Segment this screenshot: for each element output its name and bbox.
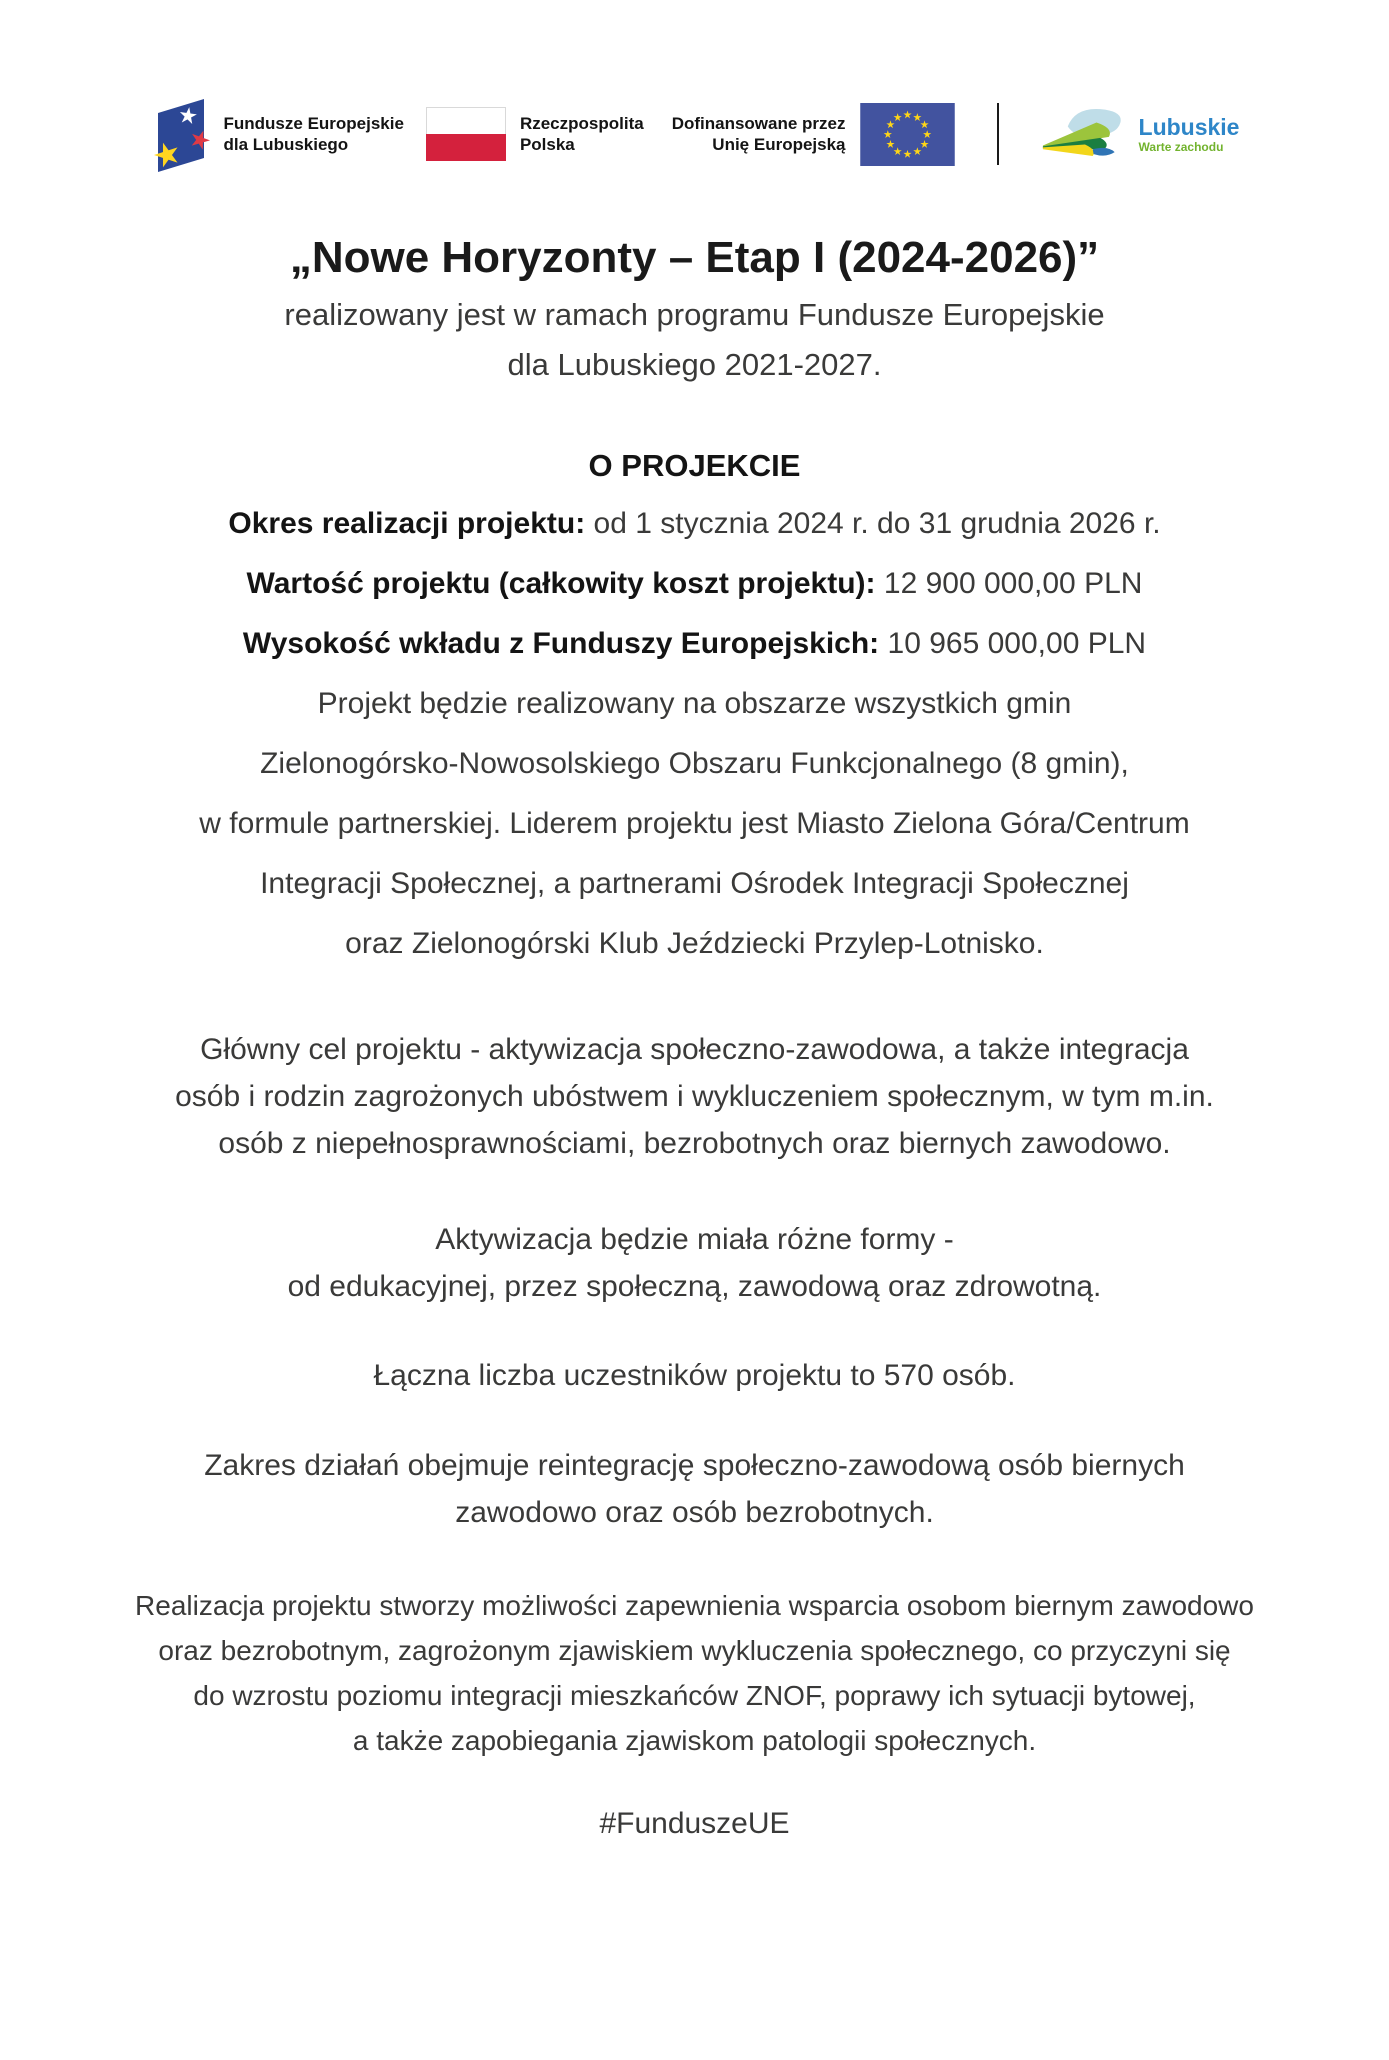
intro-line: Integracji Społecznej, a partnerami Ośrodek Integracji Społecznej — [260, 867, 1129, 900]
fact-eu-contribution-label: Wysokość wkładu z Funduszy Europejskich: — [242, 627, 880, 660]
eu-funding-label-line1: Dofinansowane przez — [671, 114, 846, 133]
fact-total-value-value: 12 900 000,00 PLN — [883, 567, 1143, 600]
outcome-line: a także zapobiegania zjawiskom patologii społecznych. — [352, 1725, 1037, 1756]
participants-line: Łączna liczba uczestników projektu to 570 osób. — [373, 1359, 1016, 1392]
paragraph-intro — [0, 674, 1389, 974]
goal-line: Główny cel projektu - aktywizacja społeczno-zawodowa, a także integracja — [200, 1033, 1189, 1066]
page — [0, 96, 1389, 1841]
fact-period — [0, 494, 1389, 554]
hashtag-fundusze-ue: #FunduszeUE — [599, 1807, 790, 1840]
subtitle — [0, 290, 1389, 390]
eu-funding-label-line2: Unię Europejską — [712, 135, 846, 154]
page-title: „Nowe Horyzonty – Etap I (2024-2026)” — [289, 233, 1100, 282]
goal-line: osób z niepełnosprawnościami, bezrobotnych oraz biernych zawodowo. — [218, 1127, 1171, 1160]
fundusze-europejskie-flag-icon — [150, 96, 212, 172]
eu-funding-label — [672, 113, 846, 155]
fact-period-label: Okres realizacji projektu: — [228, 507, 586, 540]
poland-flag-icon — [426, 107, 506, 161]
logo-lubuskie — [1041, 103, 1240, 165]
paragraph-participants — [0, 1352, 1389, 1399]
eu-flag-icon — [860, 103, 955, 166]
lubuskie-tagline: Warte zachodu — [1138, 139, 1224, 154]
paragraph-goal — [0, 1026, 1389, 1167]
subtitle-line-1: realizowany jest w ramach programu Fundusze Europejskie — [284, 297, 1105, 332]
fact-period-value: od 1 stycznia 2024 r. do 31 grudnia 2026 r. — [593, 507, 1161, 540]
paragraph-outcome — [0, 1583, 1389, 1763]
lubuskie-name: Lubuskie — [1138, 113, 1240, 140]
logo-poland — [426, 107, 644, 161]
intro-line: Zielonogórsko-Nowosolskiego Obszaru Funkcjonalnego (8 gmin), — [260, 747, 1129, 780]
outcome-line: Realizacja projektu stworzy możliwości zapewnienia wsparcia osobom biernym zawodowo — [135, 1590, 1254, 1621]
intro-line: w formule partnerskiej. Liderem projektu jest Miasto Zielona Góra/Centrum — [199, 807, 1190, 840]
fact-total-value — [0, 554, 1389, 614]
fundusze-europejskie-label — [224, 113, 404, 155]
fundusze-label-line2: dla Lubuskiego — [223, 135, 349, 154]
poland-label — [520, 113, 644, 155]
forms-line: Aktywizacja będzie miała różne formy - — [435, 1223, 954, 1256]
outcome-line: oraz bezrobotnym, zagrożonym zjawiskiem wykluczenia społecznego, co przyczyni się — [158, 1635, 1231, 1666]
paragraph-activation-forms — [0, 1216, 1389, 1310]
goal-line: osób i rodzin zagrożonych ubóstwem i wykluczeniem społecznym, w tym m.in. — [175, 1080, 1214, 1113]
scope-line: Zakres działań obejmuje reintegrację społeczno-zawodową osób biernych — [204, 1449, 1185, 1482]
poland-label-line2: Polska — [519, 135, 575, 154]
poland-label-line1: Rzeczpospolita — [519, 114, 644, 133]
fundusze-label-line1: Fundusze Europejskie — [223, 114, 404, 133]
fact-eu-contribution-value: 10 965 000,00 PLN — [887, 627, 1147, 660]
logos-divider — [997, 103, 999, 165]
section-heading: O PROJEKCIE — [588, 448, 801, 483]
subtitle-line-2: dla Lubuskiego 2021-2027. — [507, 347, 882, 382]
lubuskie-label — [1139, 115, 1240, 154]
scope-line: zawodowo oraz osób bezrobotnych. — [455, 1496, 934, 1529]
logo-fundusze-europejskie — [150, 96, 404, 172]
forms-line: od edukacyjnej, przez społeczną, zawodową oraz zdrowotną. — [287, 1270, 1102, 1303]
paragraph-scope — [0, 1442, 1389, 1536]
project-facts — [0, 494, 1389, 674]
fact-eu-contribution — [0, 614, 1389, 674]
fact-total-value-label: Wartość projektu (całkowity koszt projektu): — [246, 567, 876, 600]
outcome-line: do wzrostu poziomu integracji mieszkańców ZNOF, poprawy ich sytuacji bytowej, — [193, 1680, 1196, 1711]
lubuskie-leaf-icon — [1041, 103, 1129, 165]
header-logos — [0, 96, 1389, 172]
logo-eu-funding — [672, 103, 955, 166]
intro-line: oraz Zielonogórski Klub Jeździecki Przylep-Lotnisko. — [345, 927, 1044, 960]
intro-line: Projekt będzie realizowany na obszarze wszystkich gmin — [317, 687, 1072, 720]
